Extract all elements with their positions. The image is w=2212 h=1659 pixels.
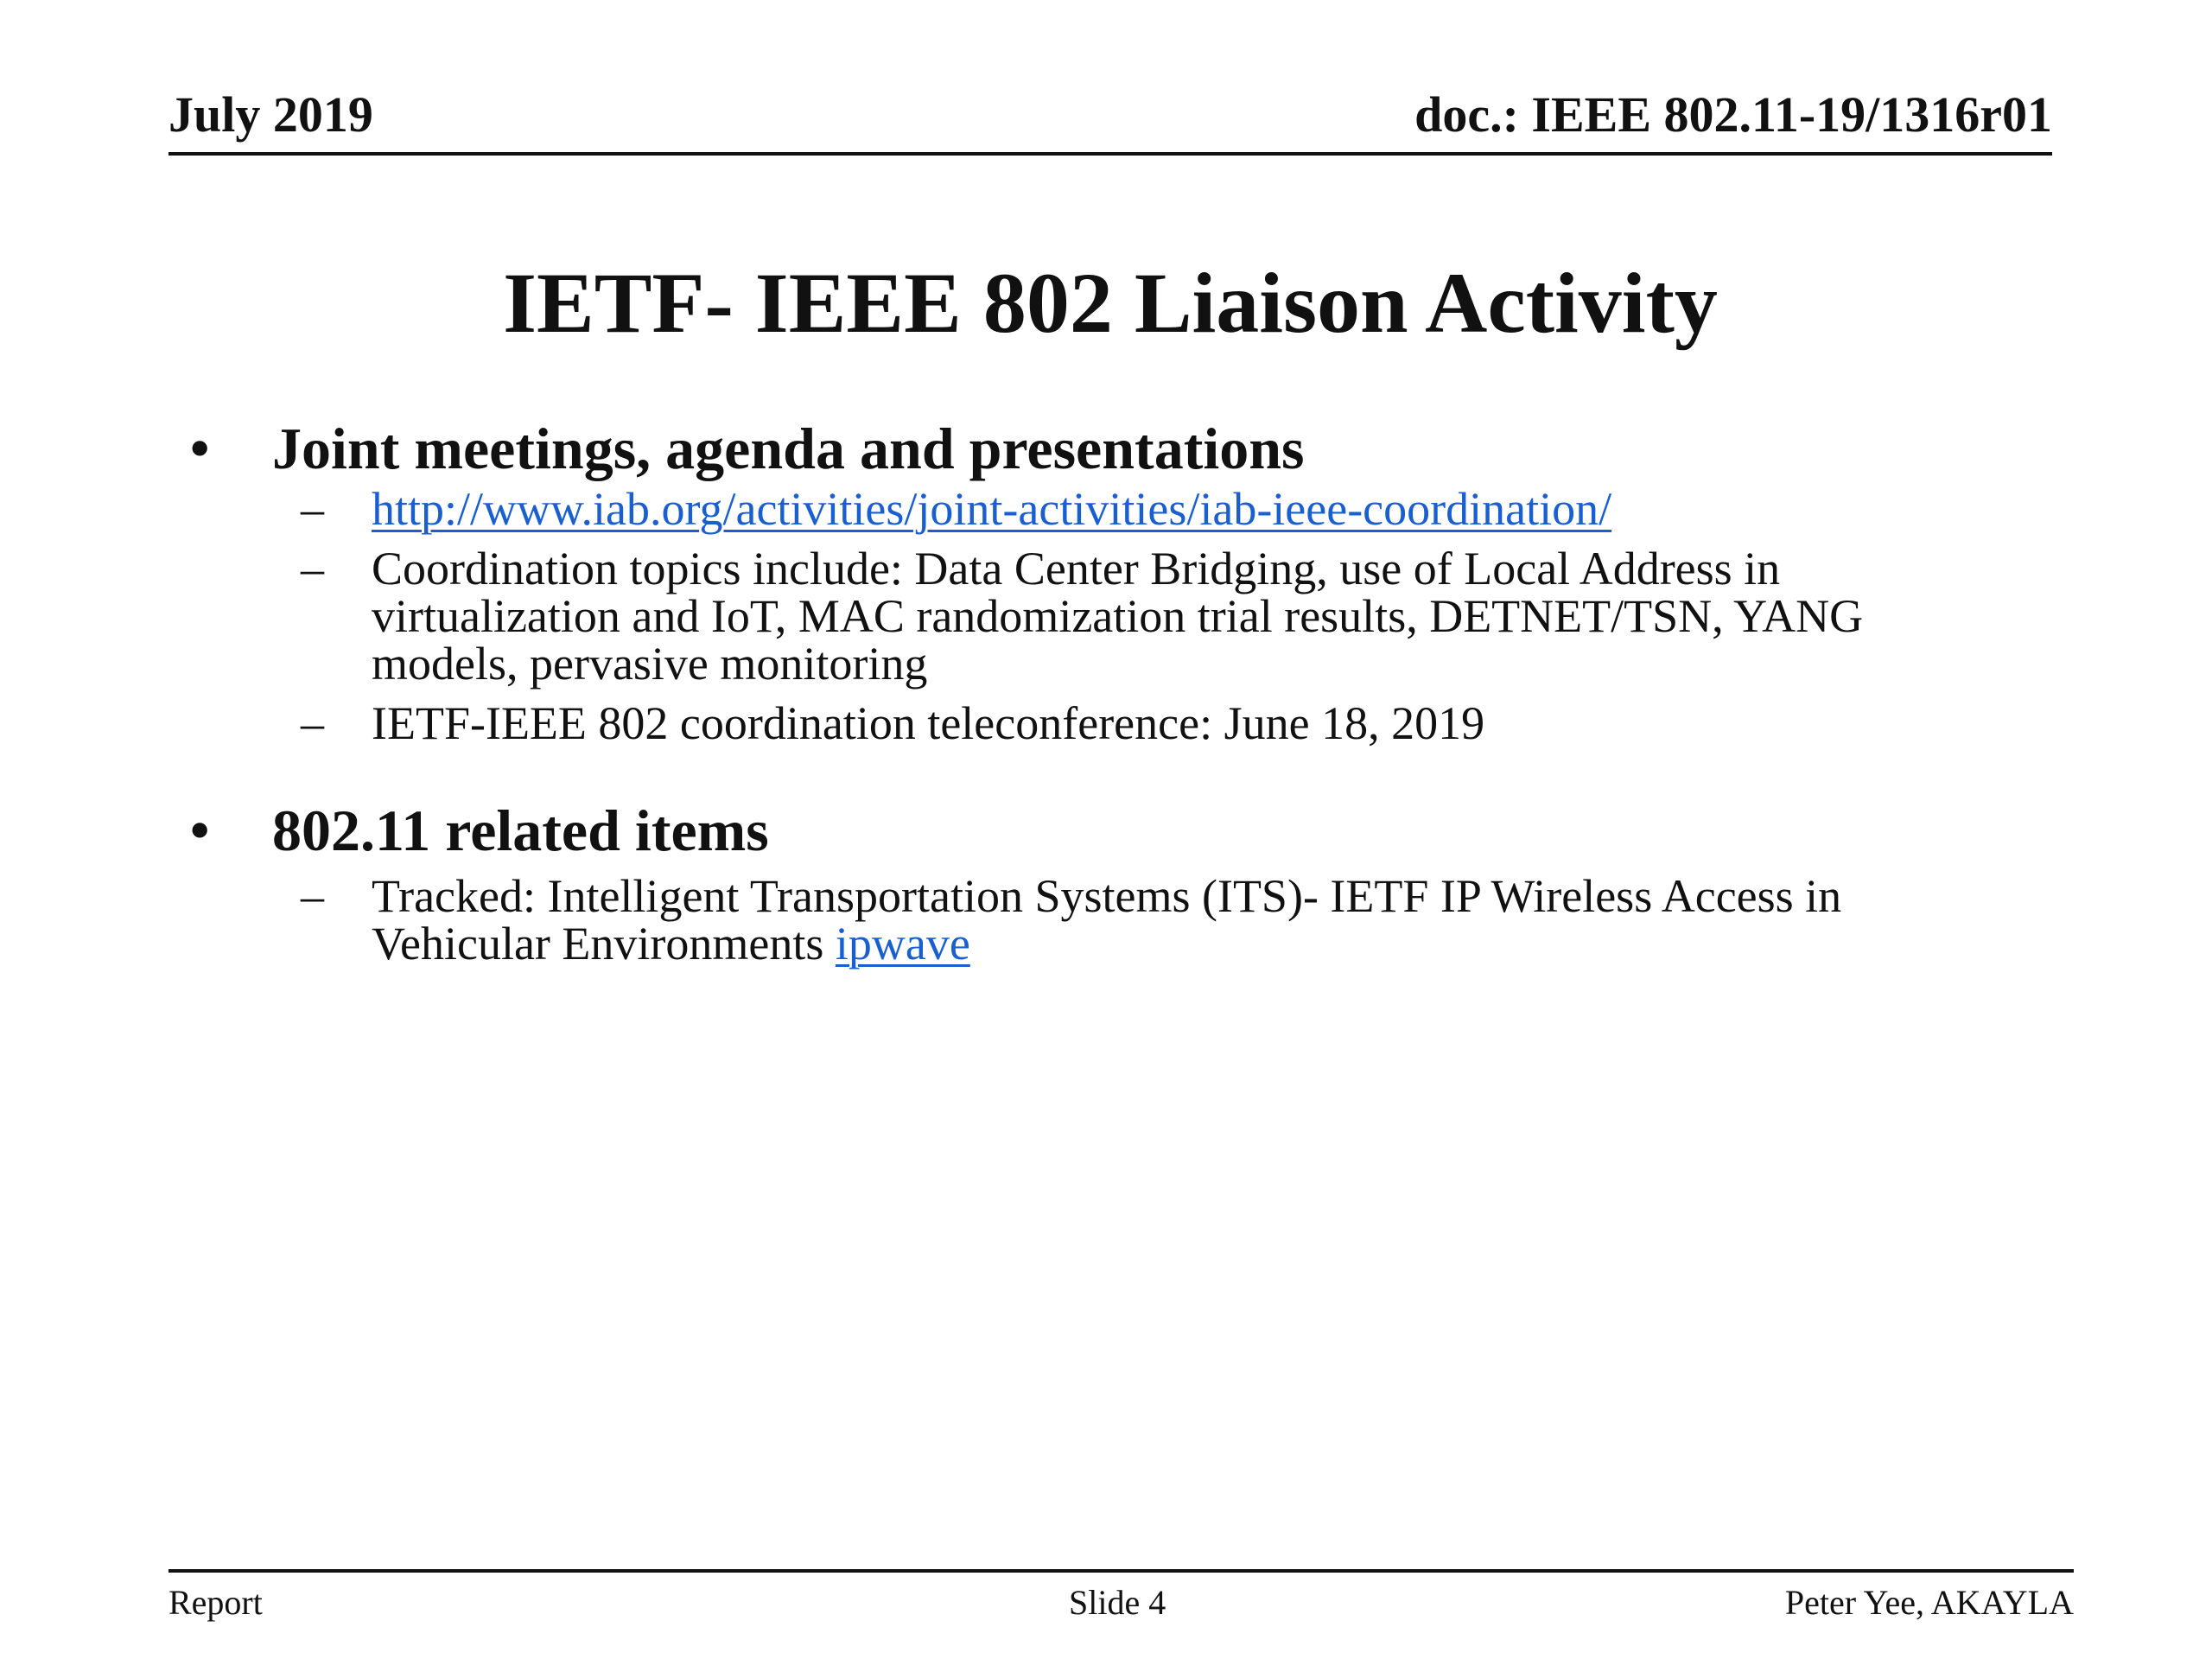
- sub-item-link: [181, 483, 1961, 535]
- bullet-item: [181, 795, 2065, 866]
- sub-item-teleconference: [181, 697, 1961, 749]
- bullet-item: [181, 413, 2065, 484]
- sub-item-topics: [181, 545, 1961, 688]
- footer-report: Report: [168, 1583, 263, 1622]
- header-date: July 2019: [168, 86, 373, 143]
- footer-slide-number: Slide 4: [1069, 1583, 1166, 1622]
- section-80211-items: [181, 795, 2065, 968]
- bullet-heading: Joint meetings, agenda and presentations: [272, 416, 1305, 481]
- dash-icon: –: [301, 483, 324, 535]
- bullet-heading: 802.11 related items: [272, 798, 769, 863]
- dash-icon: –: [301, 543, 324, 594]
- sub-item-text: Tracked: Intelligent Transportation Systems (ITS)- IETF IP Wireless Access in Vehicular Environments: [372, 870, 1853, 969]
- iab-coordination-link[interactable]: http://www.iab.org/activities/joint-activities/iab-ieee-coordination/: [372, 483, 1612, 535]
- slide-footer: [168, 1569, 2074, 1624]
- section-joint-meetings: [181, 413, 2065, 747]
- footer-author: Peter Yee, AKAYLA: [1784, 1583, 2074, 1622]
- ipwave-link[interactable]: ipwave: [835, 918, 970, 969]
- slide-title: IETF- IEEE 802 Liaison Activity: [503, 255, 1718, 351]
- bullet-dot-icon: •: [190, 799, 210, 861]
- slide-header: [168, 85, 2052, 156]
- sub-item-tracked: [181, 870, 1961, 969]
- dash-icon: –: [301, 697, 324, 749]
- sub-item-text: IETF-IEEE 802 coordination teleconference: June 18, 2019: [372, 697, 1485, 749]
- dash-icon: –: [301, 870, 324, 922]
- header-doc-id: doc.: IEEE 802.11-19/1316r01: [1414, 86, 2052, 143]
- sub-item-text: Coordination topics include: Data Center Bridging, use of Local Address in virtualization and IoT, MAC randomization trial results, DETNET/TSN, YANG models, pervasive monitoring: [372, 543, 1864, 690]
- bullet-dot-icon: •: [190, 417, 210, 479]
